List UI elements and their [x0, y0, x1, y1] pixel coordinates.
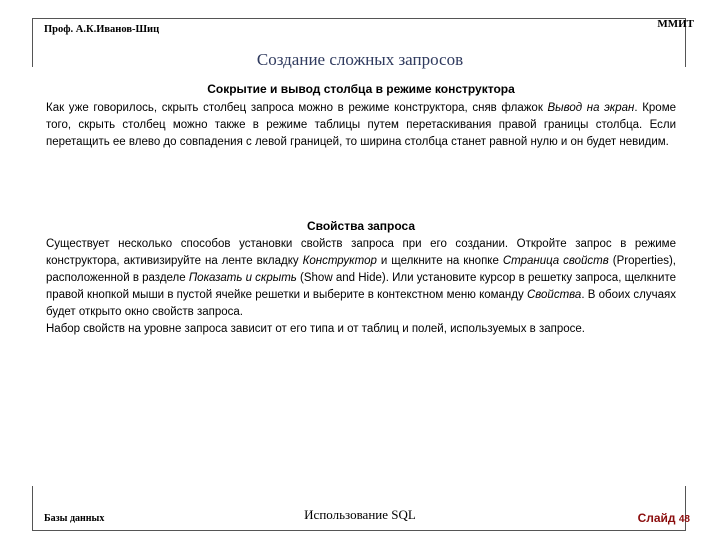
author-name: Проф. А.К.Иванов-Шиц [44, 24, 160, 35]
emphasis-text: Вывод на экран [547, 102, 635, 114]
text-segment: (Show and Hide). Или установите курсор в решетку запроса, щелкните правой кнопкой мыши в пустой ячейке решетки и выберите в контекстном меню команду [46, 272, 676, 301]
text-segment: Как уже говорилось, скрыть столбец запроса можно в режиме конструктора, сняв флажок [46, 102, 548, 114]
text-segment: . Кроме того, скрыть столбец можно также в режиме таблицы путем перетаскивания правой границы столбца. Если перетащить ее влево до совпадения с левой границей, то ширина столбца станет равной нулю и он будет невидим. [46, 102, 677, 148]
text-segment: Набор свойств на уровне запроса зависит от его типа и от таблиц и полей, используемых в запросе. [46, 323, 585, 335]
text-segment: и щелкните на кнопке [376, 255, 503, 267]
text-segment: . В обоих случаях будет открыто окно свойств запроса. [46, 289, 676, 318]
section-title-query-properties: Свойства запроса [306, 219, 416, 233]
slide-number-value: 48 [678, 514, 690, 525]
slide-title: Создание сложных запросов [256, 50, 464, 69]
slide-number [638, 511, 690, 525]
emphasis-text: Конструктор [302, 255, 377, 267]
organization-label: ММИТ [657, 18, 694, 30]
paragraph-hide-column [46, 100, 676, 151]
topic-name: Использование SQL [304, 507, 416, 522]
emphasis-text: Свойства [526, 289, 582, 301]
text-segment: (Properties), расположенной в разделе [46, 255, 677, 284]
course-name: Базы данных [44, 513, 105, 524]
text-segment: Существует несколько способов установки свойств запроса при его создании. Откройте запрос в режиме конструктора, активизируйте на ленте вкладку [46, 238, 676, 267]
emphasis-text: Страница свойств [502, 255, 609, 267]
paragraph-query-properties [46, 236, 676, 338]
section-title-hide-column: Сокрытие и вывод столбца в режиме конструктора [207, 82, 515, 96]
slide-label: Слайд [637, 511, 676, 525]
emphasis-text: Показать и скрыть [188, 272, 297, 284]
